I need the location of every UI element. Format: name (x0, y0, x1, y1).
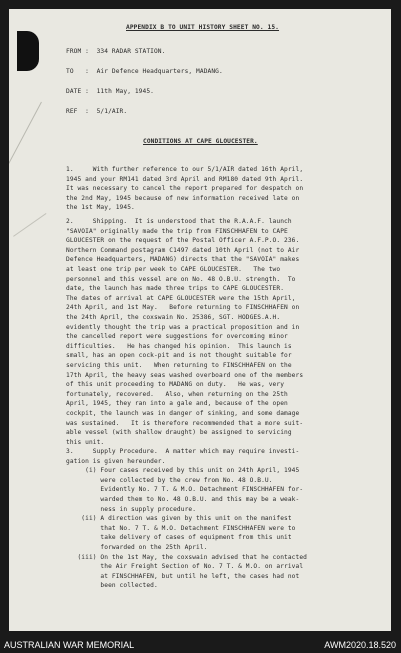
text-line: the 1st May, 1945. (66, 204, 135, 212)
text-line: It was necessary to cancel the report prepared for despatch on (66, 185, 304, 193)
document-title: APPENDIX B TO UNIT HISTORY SHEET NO. 15. (126, 24, 280, 31)
text-line: The dates of arrival at CAPE GLOUCESTER were the 15th April, (66, 294, 296, 302)
subject-heading: CONDITIONS AT CAPE GLOUCESTER. (143, 138, 258, 145)
text-line: was sustained. It is therefore recommended that a more suit- (66, 419, 304, 427)
text-line: gation is given hereunder. (66, 457, 166, 465)
document-page (9, 9, 391, 631)
text-line: of this unit proceeding to MADANG on duty. He was, very (66, 381, 285, 389)
text-line: the Air Freight Section of No. 7 T. & M.O. on arrival (66, 563, 304, 571)
text-line: 3. Supply Procedure. A matter which may require investi- (66, 448, 300, 455)
text-line: warded them to No. 48 O.B.U. and this may be a weak- (66, 496, 300, 503)
text-line: (iii) On the 1st May, the coxswain advised that he contacted (66, 553, 307, 561)
footer-institution: AUSTRALIAN WAR MEMORIAL (4, 640, 135, 650)
text-line: were collected by the crew from No. 48 O.B.U. (66, 476, 273, 484)
text-line: that No. 7 T. & M.O. Detachment FINSCHHAFEN were to (66, 524, 296, 532)
text-line: the 24th April, the coxswain No. 25386, SGT. HODGES.A.H. (66, 314, 281, 321)
text-line: (ii) A direction was given by this unit on the manifest (66, 515, 292, 523)
archive-footer (0, 637, 401, 653)
text-line: 2. Shipping. It is understood that the R.A.A.F. launch (66, 218, 292, 225)
footer-accession: AWM2020.18.520 (324, 640, 396, 650)
text-line: 1945 and your RM141 dated 3rd April and RM180 dated 9th April. (66, 175, 304, 183)
from-line: FROM : 334 RADAR STATION. (66, 48, 166, 55)
text-line: "SAVOIA" originally made the trip from FINSCHHAFEN to CAPE (66, 227, 288, 235)
text-line: GLOUCESTER on the request of the Postal Officer A.F.P.O. 236. (66, 237, 300, 245)
text-line: 17th April, the heavy seas washed overboard one of the members (66, 371, 304, 379)
text-line: this unit. (66, 438, 105, 446)
text-line: take delivery of cases of equipment from this unit (66, 534, 292, 542)
text-line: cockpit, the launch was in danger of sinking, and some damage (66, 410, 300, 417)
text-line: at FINSCHHAFEN, but until he left, the cases had not (66, 572, 300, 580)
to-line: TO : Air Defence Headquarters, MADANG. (66, 68, 223, 75)
paper-mark (9, 102, 65, 176)
text-line: been collected. (66, 582, 158, 590)
ref-line: REF : 5/1/AIR. (66, 108, 128, 115)
date-line: DATE : 11th May, 1945. (66, 88, 154, 95)
text-line: date, the launch has made three trips to CAPE GLOUCESTER. (66, 285, 285, 293)
text-line: servicing this unit. When returning to FINSCHHAFEN on the (66, 362, 292, 369)
text-line: forwarded on the 25th April. (66, 544, 208, 551)
text-line: Defence Headquarters, MADANG) directs that the "SAVOIA" makes (66, 256, 300, 264)
punch-hole (17, 31, 39, 71)
text-line: small, has an open cock-pit and is not thought suitable for (66, 352, 292, 360)
text-line: fortunately, recovered. Also, when returning on the 25th (66, 390, 288, 398)
text-line: Northern Command postagram C1497 dated 10th April (not to Air (66, 246, 300, 254)
text-line: (i) Four cases received by this unit on 24th April, 1945 (66, 467, 300, 475)
text-line: 24th April, and 1st May. Before returning to FINSCHHAFEN on (66, 304, 300, 312)
text-line: difficulties. He has changed his opinion. This launch is (66, 342, 292, 350)
text-line: 1. With further reference to our 5/1/AIR dated 16th April, (66, 166, 304, 173)
text-line: Evidently No. 7 T. & M.O. Detachment FINSCHHAFEN for- (66, 486, 304, 494)
text-line: the 2nd May, 1945 because of new information received late on (66, 194, 300, 202)
text-line: at least one trip per week to CAPE GLOUCESTER. The two (66, 266, 281, 273)
text-line: April, 1945, they ran into a gale and, because of the open (66, 400, 288, 408)
text-line: able vessel (with shallow draught) be assigned to servicing (66, 429, 292, 437)
text-line: ness in supply procedure. (66, 505, 197, 513)
text-line: personnel and this vessel are on No. 48 O.B.U. strength. To (66, 275, 296, 283)
text-line: evidently thought the trip was a practical proposition and in (66, 323, 300, 331)
text-line: the cancelled report were suggestions for overcoming minor (66, 333, 288, 341)
